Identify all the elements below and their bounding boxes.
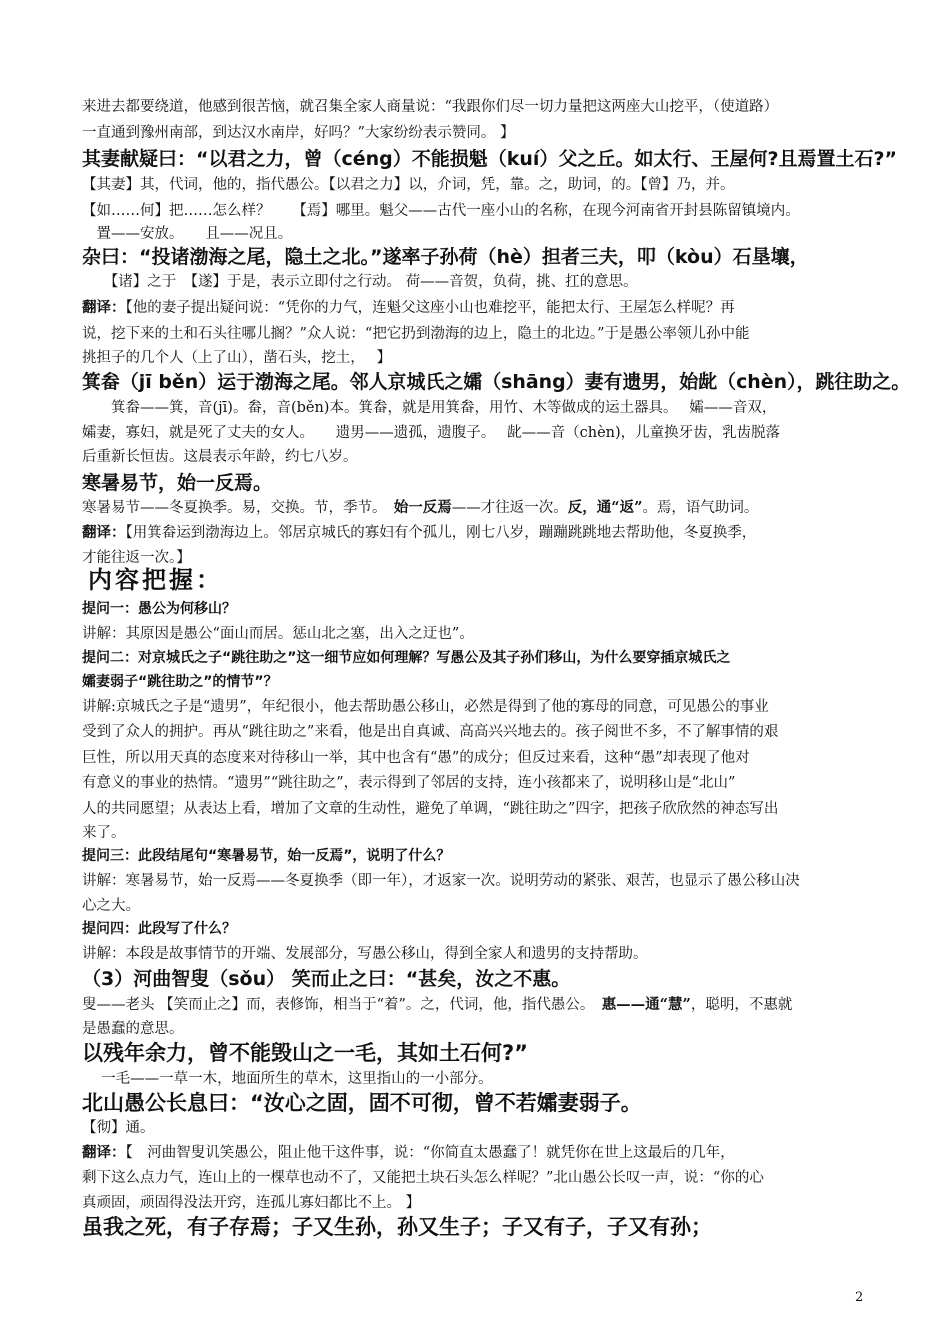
answer-line: 人的共同愿望；从表达上看，增加了文章的生动性，避免了单调，“跳往助之”四字，把孩子欣欣然的神态写出 [82, 801, 779, 817]
answer-line: 心之大。 [82, 898, 140, 914]
annotation-line: 一毛——一草一木，地面所生的草木，这里指山的一小部分。 [82, 1071, 493, 1087]
translation-line: 翻译：【他的妻子提出疑问说：“凭你的力气，连魁父这座小山也难挖平，能把太行、王屋怎么样呢？再 [82, 300, 735, 316]
answer-line: 有意义的事业的热情。“遗男”“跳往助之”，表示得到了邻居的支持，连小孩都来了，说明移山是“北山” [82, 775, 736, 791]
translation-line: 真顽固，顽固得没法开窍，连孤儿寡妇都比不上。 】 [82, 1195, 421, 1211]
translation-label: 翻译： [82, 1145, 126, 1161]
translation-line: 翻译：【 河曲智叟讥笑愚公，阻止他干这件事，说：“你简直太愚蠢了！就凭你在世上这最后的几年， [82, 1145, 735, 1161]
annotation-line: 寒暑易节——冬夏换季。易，交换。节，季节。 始一反焉——才往返一次。反，通“返”。焉，语气助词。 [82, 499, 759, 516]
translation-line: 挑担子的几个人（上了山），凿石头，挖土， 】 [82, 350, 392, 366]
annotation-line: 是愚蠢的意思。 [82, 1021, 184, 1037]
annotation-line: 置——安放。 且——况且。 [82, 226, 293, 242]
classical-text-line: 虽我之死，有子存焉；子又生孙，孙又生子；子又有子，子又有孙； [82, 1215, 712, 1239]
answer-line: 受到了众人的拥护。再从“跳往助之”来看，他是出自真诚、高高兴兴地去的。孩子阅世不多，不了解事情的艰 [82, 724, 779, 740]
classical-text-line: 箕畚（jī běn）运于渤海之尾。邻人京城氏之孀（shāng）妻有遗男，始龀（chèn），跳往助之。 [82, 371, 911, 393]
classical-text-line: （3）河曲智叟（sǒu） 笑而止之曰：“甚矣，汝之不惠。 [82, 968, 571, 990]
translation-line: 剩下这么点力气，连山上的一棵草也动不了，又能把土块石头怎么样呢？”北山愚公长叹一声，说：“你的心 [82, 1170, 764, 1186]
annotation-line: 孀妻，寡妇，就是死了丈夫的女人。 遗男——遗孤，遗腹子。 龀——音（chèn)，儿童换牙齿，乳齿脱落 [82, 425, 781, 441]
classical-text-line: 杂曰：“投诸渤海之尾，隐土之北。”遂率子孙荷（hè）担者三夫，叩（kòu）石垦壤， [82, 246, 809, 268]
classical-text-line: 寒暑易节，始一反焉。 [82, 472, 273, 494]
annotation-line: 【彻】通。 [82, 1120, 155, 1136]
text-line: 来进去都要绕道，他感到很苦恼，就召集全家人商量说：“我跟你们尽一切力量把这两座大山挖平，（使道路） [82, 99, 779, 115]
annotation-line: 【如……何】把……怎么样？ 【焉】哪里。魁父——古代一座小山的名称，在现今河南省开封县陈留镇境内。 [82, 203, 800, 219]
question-heading: 提问三：此段结尾句“寒暑易节，始一反焉”，说明了什么？ [82, 848, 451, 864]
translation-label: 翻译： [82, 300, 126, 316]
classical-text-line: 北山愚公长息曰：“汝心之固，固不可彻，曾不若孀妻弱子。 [82, 1091, 642, 1115]
classical-text-line: 以残年余力，曾不能毁山之一毛，其如土石何?” [82, 1041, 528, 1065]
page-number: 2 [855, 1290, 864, 1305]
text-line: 一直通到豫州南部，到达汉水南岸，好吗？”大家纷纷表示赞同。 】 [82, 125, 515, 141]
classical-text-line: 其妻献疑曰：“以君之力，曾（céng）不能损魁（kuí）父之丘。如太行、王屋何?且焉置土石?” [82, 148, 897, 170]
translation-line: 才能往返一次。】 [82, 550, 191, 566]
annotation-line: 【诸】之于 【遂】于是，表示立即付之行动。 荷——音贺，负荷，挑、扛的意思。 [82, 274, 638, 290]
question-heading: 孀妻弱子“跳往助之”的情节”？ [82, 674, 278, 690]
answer-line: 来了。 [82, 825, 126, 841]
translation-line: 说，挖下来的土和石头往哪儿搁？”众人说：“把它扔到渤海的边上，隐土的北边。”于是愚公率领儿孙中能 [82, 326, 750, 342]
answer-line: 巨性，所以用天真的态度来对待移山一举，其中也含有“愚”的成分；但反过来看，这种“愚”却表现了他对 [82, 750, 750, 766]
question-heading: 提问四：此段写了什么？ [82, 921, 236, 937]
translation-line: 翻译：【用箕畚运到渤海边上。邻居京城氏的寡妇有个孤儿，刚七八岁，蹦蹦跳跳地去帮助他，冬夏换季， [82, 525, 757, 541]
answer-line: 讲解:京城氏之子是“遗男”，年纪很小，他去帮助愚公移山，必然是得到了他的寡母的同意，可见愚公的事业 [82, 699, 769, 715]
annotation-line: 后重新长恒齿。这晨表示年龄，约七八岁。 [82, 449, 358, 465]
section-heading: 内容把握： [88, 566, 223, 594]
answer-line: 讲解：寒暑易节，始一反焉——冬夏换季（即一年），才返家一次。说明劳动的紧张、艰苦，也显示了愚公移山决 [82, 873, 800, 889]
answer-line: 讲解：本段是故事情节的开端、发展部分，写愚公移山，得到全家人和遗男的支持帮助。 [82, 946, 648, 962]
translation-label: 翻译： [82, 525, 126, 541]
annotation-line: 箕畚——箕，音(jī)。畚，音(běn)本。箕畚，就是用箕畚，用竹、木等做成的运土器具。 孀——音双， [82, 400, 777, 416]
answer-line: 讲解：其原因是愚公“面山而居。惩山北之塞，出入之迂也”。 [82, 626, 474, 642]
annotation-line: 【其妻】其，代词，他的，指代愚公。【以君之力】以，介词，凭，靠。之，助词，的。【曾】乃，并。 [82, 177, 735, 193]
question-heading: 提问二：对京城氏之子“跳往助之”这一细节应如何理解？写愚公及其子孙们移山，为什么要穿插京城氏之 [82, 650, 731, 666]
question-heading: 提问一：愚公为何移山？ [82, 601, 236, 617]
annotation-line: 叟——老头 【笑而止之】而，表修饰，相当于“着”。之，代词，他，指代愚公。 惠——通“慧”，聪明，不惠就 [82, 996, 793, 1013]
